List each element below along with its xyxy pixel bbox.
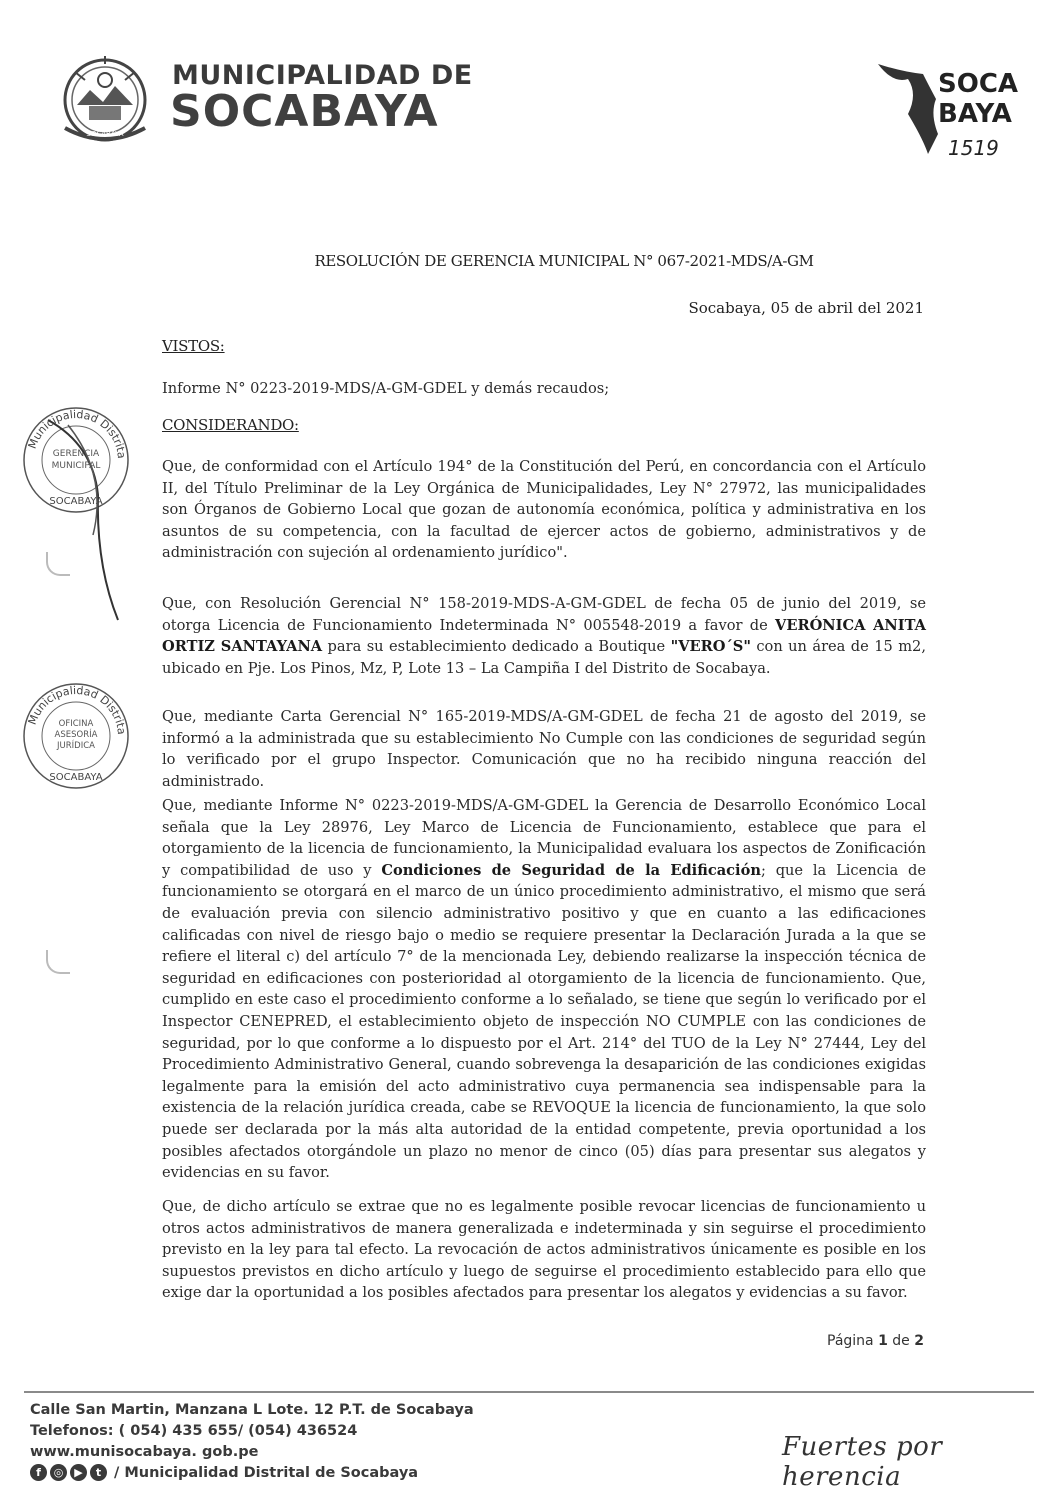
licensee-name: VERÓNICA ANITA ORTIZ SANTAYANA [162, 616, 926, 656]
slogan: Fuertes por herencia [782, 1432, 943, 1492]
twitter-icon[interactable]: t [90, 1464, 107, 1481]
footer-phones: Telefonos: ( 054) 435 655/ (054) 436524 [30, 1423, 358, 1439]
seal-text: SOCABAYA [86, 130, 124, 138]
paragraph-1: Que, de conformidad con el Artículo 194° de la Constitución del Perú, en concordancia con el Artículo II, del Título Preliminar de la Ley Orgánica de Municipalidades, Ley N° 27972, las municipalidades son Órganos de Gobierno Local que gozan de autonomía económica, política y administrativa en los asuntos de su competencia, con la facultad de ejercer actos de gobierno, administrativos y de administración con sujeción al ordenamiento jurídico". [162, 458, 926, 562]
social-handle: / Municipalidad Distrital de Socabaya [114, 1464, 419, 1481]
footer-address: Calle San Martin, Manzana L Lote. 12 P.T. de Socabaya [30, 1402, 474, 1418]
svg-text:OFICINA: OFICINA [58, 719, 94, 729]
svg-text:JURÍDICA: JURÍDICA [57, 741, 95, 751]
resolution-title: RESOLUCIÓN DE GERENCIA MUNICIPAL N° 067-2021-MDS/A-GM [314, 252, 814, 270]
svg-text:GERENCIA: GERENCIA [52, 449, 100, 459]
svg-text:Municipalidad Distrital: Municipalidad Distrita [25, 683, 129, 736]
paragraph-5: Que, de dicho artículo se extrae que no es legalmente posible revocar licencias de funcionamiento u otros actos administrativos de manera generalizada e indeterminada y sin seguirse el procedimiento previsto en la ley para tal efecto. La revocación de actos administrativos únicamente es posible en los supuestos previstos en dicho artículo y luego de seguirse el procedimiento establecido para ello que exige dar la oportunidad a los posibles afectados para presentar los alegatos y evidencias a su favor. [162, 1198, 926, 1302]
paragraph-2: Que, con Resolución Gerencial N° 158-2019-MDS-A-GM-GDEL de fecha 05 de junio del 2019, se otorga Licencia de Funcionamiento Indeterminada N° 005548-2019 a favor de VERÓNICA ANITA ORTIZ SANTAYANA para su establecimiento dedicado a Boutique "VERO´S" con un área de 15 m2, ubicado en Pje. Los Pinos, Mz, P, Lote 13 – La Campiña I del Distrito de Socabaya. [162, 595, 926, 677]
svg-text:MUNICIPAL: MUNICIPAL [51, 461, 101, 471]
page-number: Página 1 de 2 [827, 1333, 924, 1349]
considerando-heading: CONSIDERANDO: [162, 416, 299, 434]
asesoria-juridica-stamp [20, 680, 132, 792]
municipality-name-line2: SOCABAYA [170, 86, 439, 137]
boutique-name: "VERO´S" [670, 638, 751, 656]
brand-logo-line2: BAYA [938, 99, 1012, 129]
paragraph-4: Que, mediante Informe N° 0223-2019-MDS/A-GM-GDEL la Gerencia de Desarrollo Económico Local señala que la Ley 28976, Ley Marco de Licencia de Funcionamiento, establece que para el otorgamiento de la licencia de funcionamiento, la Municipalidad evaluara los aspectos de Zonificación y compatibilidad de uso y Condiciones de Seguridad de la Edificación; que la Licencia de funcionamiento se otorgará en el marco de un único procedimiento administrativo, el mismo que será de evaluación previa con silencio administrativo positivo y que en cuanto a las edificaciones calificadas con nivel de riesgo bajo o medio se requiere presentar la Declaración Jurada a la que se refiere el literal c) del artículo 7° de la mencionada Ley, debiendo realizarse la inspección técnica de seguridad en edificaciones con posterioridad al otorgamiento de la licencia de funcionamiento. Que, cumplido en este caso el procedimiento conforme a lo señalado, se tiene que según lo verificado por el Inspector CENEPRED, el establecimiento objeto de inspección NO CUMPLE con las condiciones de seguridad, por lo que conforme a lo dispuesto por el Art. 214° del TUO de la Ley N° 27444, Ley del Procedimiento Administrativo General, cuando sobrevenga la desaparición de las condiciones exigidas legalmente para la emisión del acto administrativo cuya permanencia sea indispensable para la existencia de la relación jurídica creada, cabe se REVOQUE la licencia de funcionamiento, la que solo puede ser declarada por la más alta autoridad de la entidad competente, previa oportunidad a los posibles afectados otorgándole un plazo no menor de cinco (05) días para presentar sus alegatos y evidencias en su favor. [162, 797, 926, 1182]
vistos-heading: VISTOS: [162, 337, 225, 355]
municipality-seal-logo [55, 50, 155, 150]
instagram-icon[interactable]: ◎ [50, 1464, 67, 1481]
youtube-icon[interactable]: ▶ [70, 1464, 87, 1481]
municipality-name-line1: MUNICIPALIDAD DE [172, 60, 473, 91]
svg-text:ASESORÍA: ASESORÍA [54, 730, 98, 740]
punch-hole-mark [46, 950, 70, 974]
paragraph-3: Que, mediante Carta Gerencial N° 165-2019-MDS/A-GM-GDEL de fecha 21 de agosto del 2019, se informó a la administrada que su establecimiento No Cumple con las condiciones de seguridad según lo verificado por el grupo Inspector. Comunicación que no ha recibido ninguna reacción del administrado. [162, 708, 926, 790]
facebook-icon[interactable]: f [30, 1464, 47, 1481]
safety-conditions-bold: Condiciones de Seguridad de la Edificación [381, 861, 761, 879]
svg-text:SOCABAYA: SOCABAYA [49, 496, 103, 507]
svg-text:SOCABAYA: SOCABAYA [49, 772, 103, 783]
vistos-text: Informe N° 0223-2019-MDS/A-GM-GDEL y demás recaudos; [162, 380, 610, 397]
handwritten-number: 1519 [948, 136, 999, 160]
handwritten-signature [38, 415, 128, 625]
brand-logo-line1: SOCA [938, 69, 1018, 99]
social-links [30, 1464, 418, 1481]
document-date: Socabaya, 05 de abril del 2021 [688, 299, 924, 317]
svg-text:Municipalidad Distrital: Municipalidad Distrita [25, 407, 129, 460]
footer-website[interactable]: www.munisocabaya. gob.pe [30, 1444, 259, 1460]
footer-divider [24, 1391, 1034, 1393]
